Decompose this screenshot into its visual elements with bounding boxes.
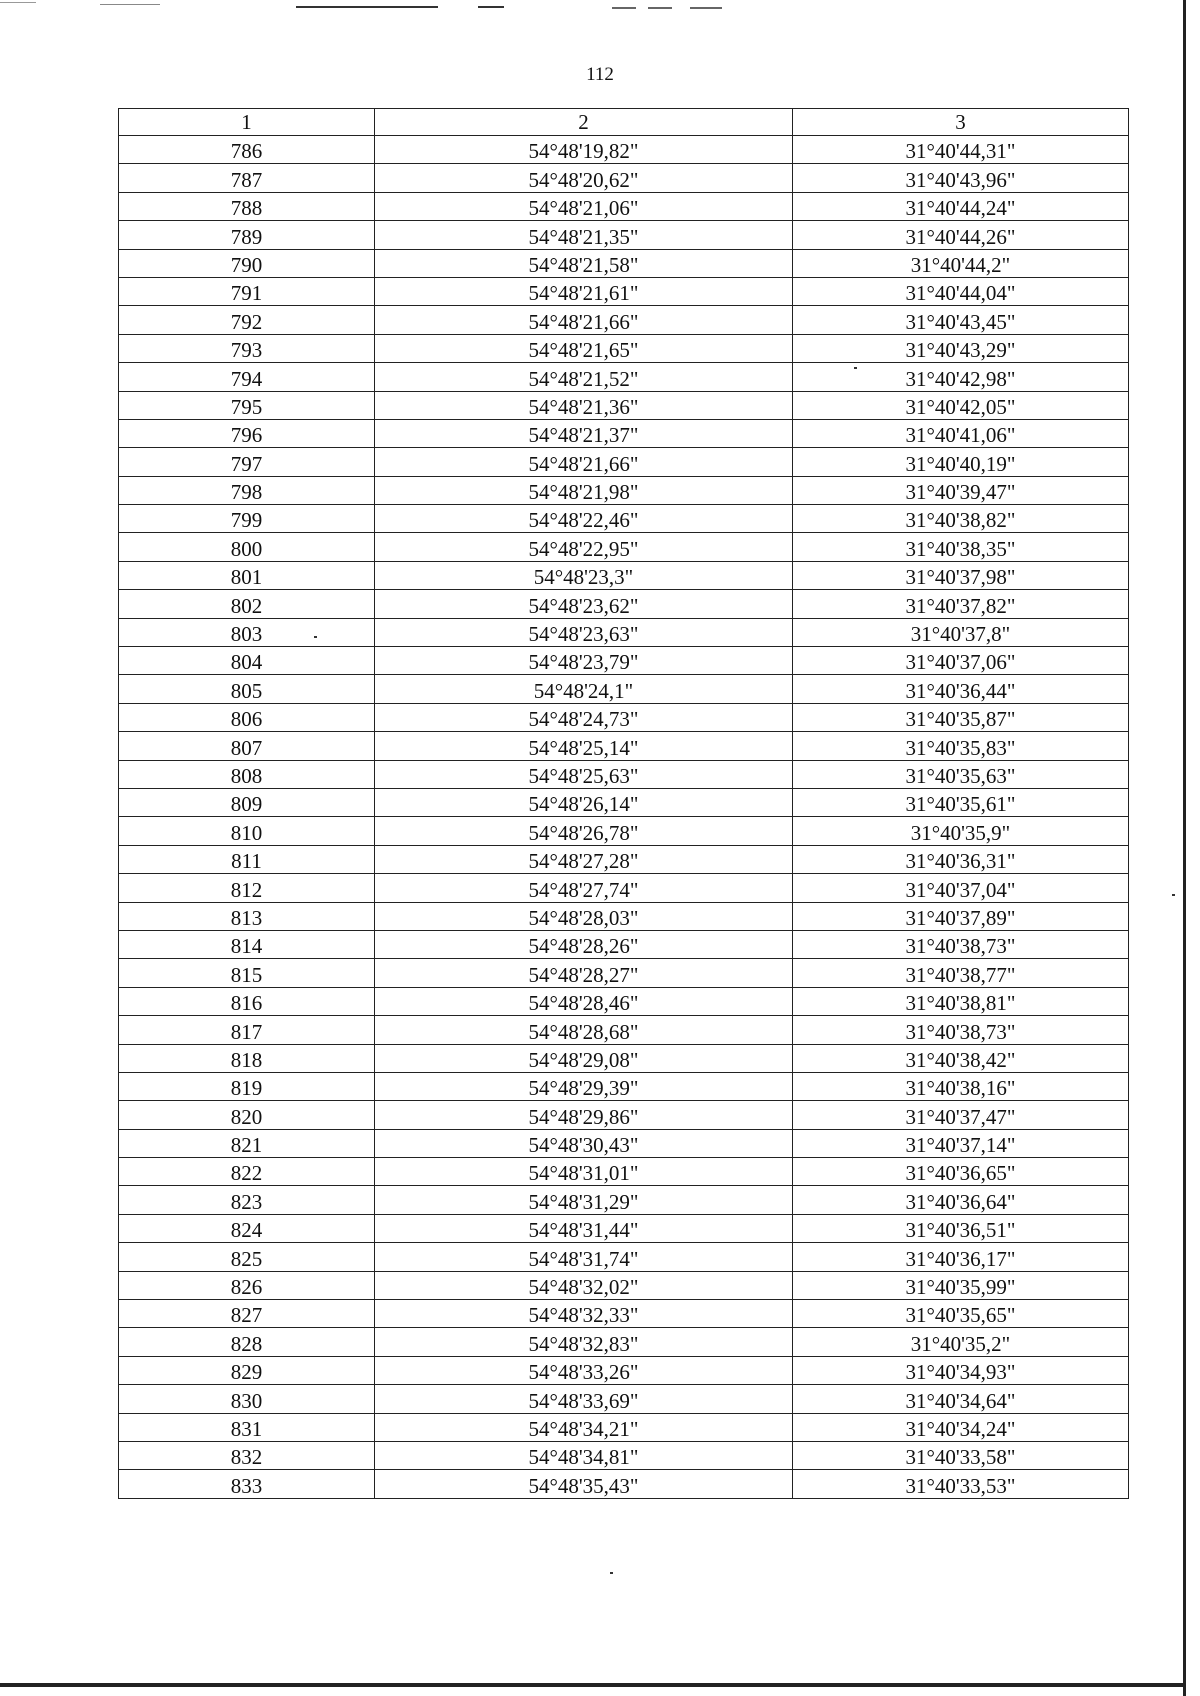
point-number-cell: 804	[119, 647, 375, 675]
latitude-cell: 54°48'21,61"	[375, 277, 793, 305]
point-number-cell: 787	[119, 164, 375, 192]
point-number-cell: 832	[119, 1441, 375, 1469]
page-number: 112	[586, 64, 614, 85]
table-row	[119, 1441, 1129, 1469]
longitude-cell: 31°40'35,2"	[793, 1328, 1129, 1356]
table-row	[119, 306, 1129, 334]
longitude-cell: 31°40'38,16"	[793, 1072, 1129, 1100]
scan-edge-right	[1183, 0, 1186, 1696]
longitude-cell: 31°40'43,96"	[793, 164, 1129, 192]
point-number-cell: 808	[119, 760, 375, 788]
table-row	[119, 1271, 1129, 1299]
scan-artifact-line	[690, 7, 722, 9]
longitude-cell: 31°40'36,17"	[793, 1243, 1129, 1271]
point-number-cell: 825	[119, 1243, 375, 1271]
point-number-cell: 830	[119, 1385, 375, 1413]
latitude-cell: 54°48'25,14"	[375, 732, 793, 760]
scan-artifact-line	[648, 7, 672, 9]
latitude-cell: 54°48'31,29"	[375, 1186, 793, 1214]
scan-artifact-line	[0, 2, 36, 3]
point-number-cell: 801	[119, 561, 375, 589]
latitude-cell: 54°48'21,66"	[375, 448, 793, 476]
latitude-cell: 54°48'24,73"	[375, 703, 793, 731]
latitude-cell: 54°48'20,62"	[375, 164, 793, 192]
table-row	[119, 732, 1129, 760]
latitude-cell: 54°48'28,68"	[375, 1016, 793, 1044]
table-row	[119, 987, 1129, 1015]
latitude-cell: 54°48'30,43"	[375, 1129, 793, 1157]
latitude-cell: 54°48'31,74"	[375, 1243, 793, 1271]
longitude-cell: 31°40'37,06"	[793, 647, 1129, 675]
point-number-cell: 817	[119, 1016, 375, 1044]
latitude-cell: 54°48'32,33"	[375, 1300, 793, 1328]
table-row	[119, 874, 1129, 902]
scan-speck	[610, 1572, 613, 1574]
table-row	[119, 1101, 1129, 1129]
latitude-cell: 54°48'34,81"	[375, 1441, 793, 1469]
longitude-cell: 31°40'38,81"	[793, 987, 1129, 1015]
table-row	[119, 1214, 1129, 1242]
point-number-cell: 822	[119, 1158, 375, 1186]
longitude-cell: 31°40'39,47"	[793, 476, 1129, 504]
longitude-cell: 31°40'37,82"	[793, 590, 1129, 618]
latitude-cell: 54°48'21,06"	[375, 192, 793, 220]
longitude-cell: 31°40'38,35"	[793, 533, 1129, 561]
table-row	[119, 788, 1129, 816]
longitude-cell: 31°40'33,58"	[793, 1441, 1129, 1469]
point-number-cell: 815	[119, 959, 375, 987]
table-row	[119, 1413, 1129, 1441]
table-row	[119, 363, 1129, 391]
scan-speck	[314, 636, 317, 638]
longitude-cell: 31°40'36,65"	[793, 1158, 1129, 1186]
point-number-cell: 794	[119, 363, 375, 391]
point-number-cell: 793	[119, 334, 375, 362]
longitude-cell: 31°40'34,93"	[793, 1356, 1129, 1384]
point-number-cell: 809	[119, 788, 375, 816]
longitude-cell: 31°40'35,83"	[793, 732, 1129, 760]
latitude-cell: 54°48'32,02"	[375, 1271, 793, 1299]
table-row	[119, 533, 1129, 561]
point-number-cell: 829	[119, 1356, 375, 1384]
latitude-cell: 54°48'28,26"	[375, 930, 793, 958]
latitude-cell: 54°48'29,08"	[375, 1044, 793, 1072]
point-number-cell: 816	[119, 987, 375, 1015]
longitude-cell: 31°40'44,26"	[793, 221, 1129, 249]
table-row	[119, 902, 1129, 930]
point-number-cell: 828	[119, 1328, 375, 1356]
latitude-cell: 54°48'33,69"	[375, 1385, 793, 1413]
longitude-cell: 31°40'43,29"	[793, 334, 1129, 362]
latitude-cell: 54°48'25,63"	[375, 760, 793, 788]
table-row	[119, 561, 1129, 589]
point-number-cell: 814	[119, 930, 375, 958]
table-row	[119, 476, 1129, 504]
latitude-cell: 54°48'28,46"	[375, 987, 793, 1015]
longitude-cell: 31°40'42,05"	[793, 391, 1129, 419]
longitude-cell: 31°40'35,87"	[793, 703, 1129, 731]
latitude-cell: 54°48'23,3"	[375, 561, 793, 589]
coordinates-table	[118, 108, 1129, 1499]
latitude-cell: 54°48'21,58"	[375, 249, 793, 277]
point-number-cell: 799	[119, 505, 375, 533]
scan-speck	[854, 367, 857, 369]
latitude-cell: 54°48'21,37"	[375, 419, 793, 447]
point-number-cell: 810	[119, 817, 375, 845]
table-row	[119, 618, 1129, 646]
longitude-cell: 31°40'41,06"	[793, 419, 1129, 447]
latitude-cell: 54°48'33,26"	[375, 1356, 793, 1384]
longitude-cell: 31°40'38,82"	[793, 505, 1129, 533]
table-row	[119, 590, 1129, 618]
latitude-cell: 54°48'21,66"	[375, 306, 793, 334]
longitude-cell: 31°40'44,31"	[793, 136, 1129, 164]
longitude-cell: 31°40'38,73"	[793, 1016, 1129, 1044]
longitude-cell: 31°40'35,63"	[793, 760, 1129, 788]
latitude-cell: 54°48'28,27"	[375, 959, 793, 987]
point-number-cell: 811	[119, 845, 375, 873]
longitude-cell: 31°40'38,77"	[793, 959, 1129, 987]
longitude-cell: 31°40'35,99"	[793, 1271, 1129, 1299]
table-row	[119, 249, 1129, 277]
point-number-cell: 813	[119, 902, 375, 930]
point-number-cell: 827	[119, 1300, 375, 1328]
longitude-cell: 31°40'44,2"	[793, 249, 1129, 277]
longitude-cell: 31°40'34,24"	[793, 1413, 1129, 1441]
table-row	[119, 505, 1129, 533]
longitude-cell: 31°40'37,8"	[793, 618, 1129, 646]
longitude-cell: 31°40'35,65"	[793, 1300, 1129, 1328]
latitude-cell: 54°48'21,65"	[375, 334, 793, 362]
table-row	[119, 221, 1129, 249]
longitude-cell: 31°40'36,31"	[793, 845, 1129, 873]
latitude-cell: 54°48'21,98"	[375, 476, 793, 504]
longitude-cell: 31°40'38,73"	[793, 930, 1129, 958]
table-row	[119, 647, 1129, 675]
point-number-cell: 790	[119, 249, 375, 277]
header-row	[119, 109, 1129, 136]
latitude-cell: 54°48'24,1"	[375, 675, 793, 703]
scan-edge-bottom	[0, 1683, 1186, 1687]
table-body	[119, 136, 1129, 1499]
latitude-cell: 54°48'29,86"	[375, 1101, 793, 1129]
point-number-cell: 818	[119, 1044, 375, 1072]
table-row	[119, 675, 1129, 703]
scan-artifact-line	[478, 6, 504, 8]
table-row	[119, 1385, 1129, 1413]
point-number-cell: 831	[119, 1413, 375, 1441]
latitude-cell: 54°48'19,82"	[375, 136, 793, 164]
longitude-cell: 31°40'37,98"	[793, 561, 1129, 589]
table-row	[119, 1016, 1129, 1044]
table-row	[119, 930, 1129, 958]
longitude-cell: 31°40'36,44"	[793, 675, 1129, 703]
longitude-cell: 31°40'34,64"	[793, 1385, 1129, 1413]
table-row	[119, 136, 1129, 164]
point-number-cell: 820	[119, 1101, 375, 1129]
column-header-1: 1	[119, 109, 375, 136]
latitude-cell: 54°48'28,03"	[375, 902, 793, 930]
table-row	[119, 1158, 1129, 1186]
point-number-cell: 812	[119, 874, 375, 902]
point-number-cell: 798	[119, 476, 375, 504]
latitude-cell: 54°48'21,35"	[375, 221, 793, 249]
point-number-cell: 805	[119, 675, 375, 703]
table-row	[119, 1328, 1129, 1356]
table-row	[119, 817, 1129, 845]
table-row	[119, 1470, 1129, 1498]
table-row	[119, 845, 1129, 873]
table-row	[119, 277, 1129, 305]
longitude-cell: 31°40'37,89"	[793, 902, 1129, 930]
longitude-cell: 31°40'44,04"	[793, 277, 1129, 305]
point-number-cell: 807	[119, 732, 375, 760]
point-number-cell: 821	[119, 1129, 375, 1157]
longitude-cell: 31°40'33,53"	[793, 1470, 1129, 1498]
table-header	[119, 109, 1129, 136]
longitude-cell: 31°40'37,04"	[793, 874, 1129, 902]
point-number-cell: 797	[119, 448, 375, 476]
table-row	[119, 1356, 1129, 1384]
point-number-cell: 792	[119, 306, 375, 334]
longitude-cell: 31°40'40,19"	[793, 448, 1129, 476]
longitude-cell: 31°40'43,45"	[793, 306, 1129, 334]
point-number-cell: 786	[119, 136, 375, 164]
column-header-2: 2	[375, 109, 793, 136]
point-number-cell: 795	[119, 391, 375, 419]
point-number-cell: 788	[119, 192, 375, 220]
table-row	[119, 1072, 1129, 1100]
table-row	[119, 448, 1129, 476]
longitude-cell: 31°40'35,61"	[793, 788, 1129, 816]
latitude-cell: 54°48'34,21"	[375, 1413, 793, 1441]
point-number-cell: 802	[119, 590, 375, 618]
longitude-cell: 31°40'38,42"	[793, 1044, 1129, 1072]
table-row	[119, 164, 1129, 192]
table-row	[119, 1186, 1129, 1214]
point-number-cell: 791	[119, 277, 375, 305]
table-row	[119, 1300, 1129, 1328]
latitude-cell: 54°48'22,46"	[375, 505, 793, 533]
scan-artifact-line	[612, 7, 636, 9]
table-row	[119, 1044, 1129, 1072]
latitude-cell: 54°48'26,14"	[375, 788, 793, 816]
point-number-cell: 803	[119, 618, 375, 646]
table-row	[119, 1129, 1129, 1157]
latitude-cell: 54°48'32,83"	[375, 1328, 793, 1356]
table-row	[119, 192, 1129, 220]
point-number-cell: 800	[119, 533, 375, 561]
longitude-cell: 31°40'37,47"	[793, 1101, 1129, 1129]
table-row	[119, 703, 1129, 731]
longitude-cell: 31°40'42,98"	[793, 363, 1129, 391]
longitude-cell: 31°40'35,9"	[793, 817, 1129, 845]
latitude-cell: 54°48'35,43"	[375, 1470, 793, 1498]
latitude-cell: 54°48'27,28"	[375, 845, 793, 873]
longitude-cell: 31°40'36,64"	[793, 1186, 1129, 1214]
latitude-cell: 54°48'22,95"	[375, 533, 793, 561]
latitude-cell: 54°48'29,39"	[375, 1072, 793, 1100]
point-number-cell: 806	[119, 703, 375, 731]
latitude-cell: 54°48'21,36"	[375, 391, 793, 419]
point-number-cell: 824	[119, 1214, 375, 1242]
point-number-cell: 819	[119, 1072, 375, 1100]
table-row	[119, 334, 1129, 362]
scan-speck	[1172, 894, 1175, 896]
scan-artifact-line	[100, 4, 160, 5]
table-row	[119, 959, 1129, 987]
table-row	[119, 391, 1129, 419]
longitude-cell: 31°40'44,24"	[793, 192, 1129, 220]
point-number-cell: 796	[119, 419, 375, 447]
latitude-cell: 54°48'23,63"	[375, 618, 793, 646]
column-header-3: 3	[793, 109, 1129, 136]
latitude-cell: 54°48'27,74"	[375, 874, 793, 902]
longitude-cell: 31°40'36,51"	[793, 1214, 1129, 1242]
latitude-cell: 54°48'31,01"	[375, 1158, 793, 1186]
table-row	[119, 760, 1129, 788]
latitude-cell: 54°48'31,44"	[375, 1214, 793, 1242]
latitude-cell: 54°48'23,62"	[375, 590, 793, 618]
point-number-cell: 826	[119, 1271, 375, 1299]
table-row	[119, 419, 1129, 447]
longitude-cell: 31°40'37,14"	[793, 1129, 1129, 1157]
scan-artifact-line	[296, 6, 438, 8]
point-number-cell: 823	[119, 1186, 375, 1214]
point-number-cell: 833	[119, 1470, 375, 1498]
point-number-cell: 789	[119, 221, 375, 249]
latitude-cell: 54°48'23,79"	[375, 647, 793, 675]
latitude-cell: 54°48'21,52"	[375, 363, 793, 391]
table-row	[119, 1243, 1129, 1271]
latitude-cell: 54°48'26,78"	[375, 817, 793, 845]
